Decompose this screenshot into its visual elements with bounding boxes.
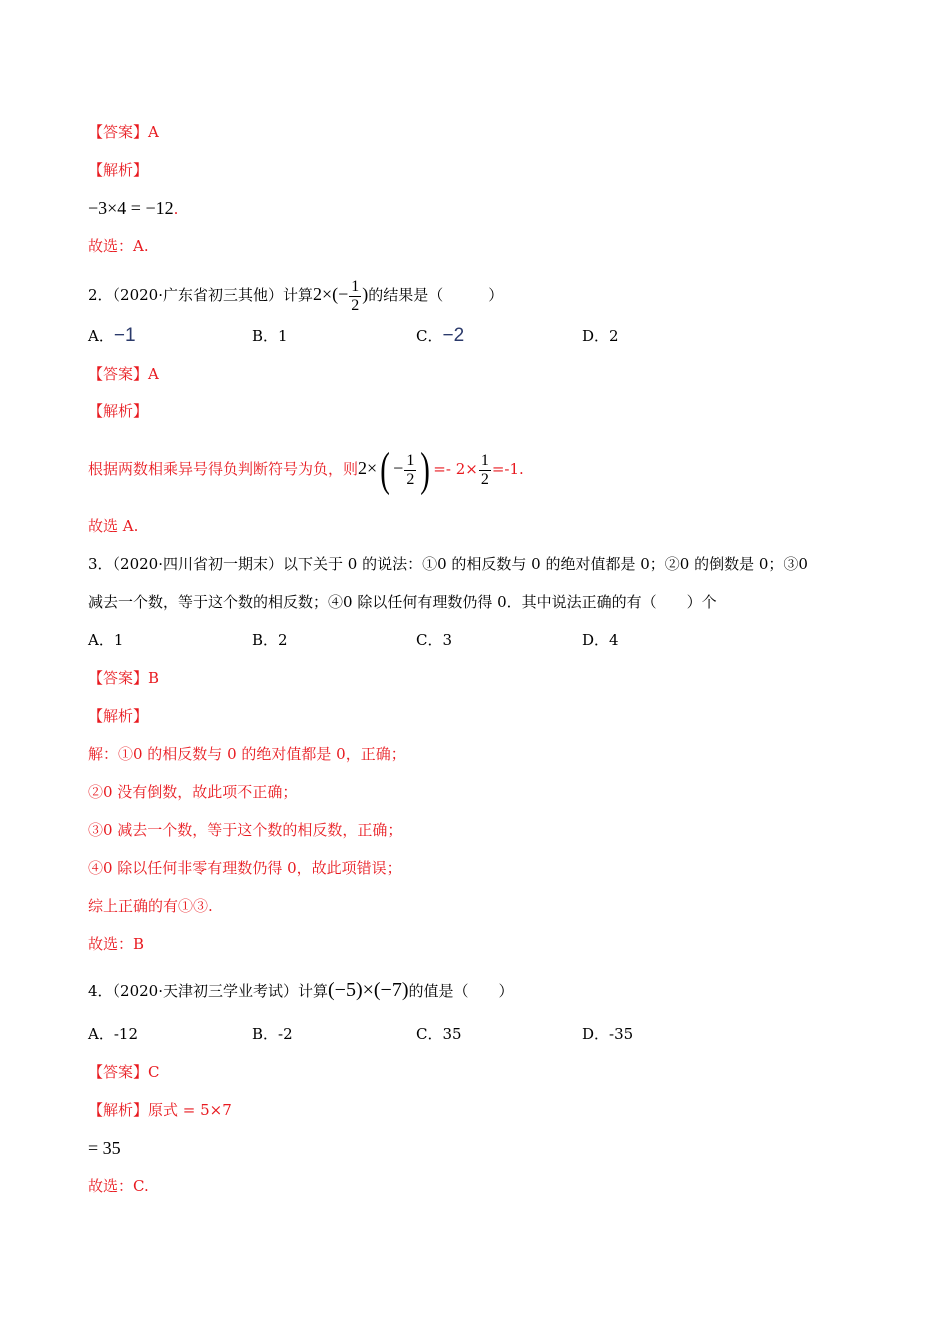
- q3-analysis-line-5: 综上正确的有①③.: [88, 897, 213, 915]
- q1-expression-dot: .: [173, 200, 179, 218]
- q4-option-a: [88, 1024, 138, 1044]
- q2-stem-prefix: 2．（2020·广东省初三其他）计算: [88, 286, 313, 304]
- q2-stem-suffix: 的结果是（ ）: [368, 286, 504, 304]
- q1-expression: [88, 198, 178, 219]
- q3-analysis-line-2: ②0 没有倒数，故此项不正确；: [88, 783, 298, 801]
- q2-analysis: [88, 442, 524, 495]
- q2-option-d-value: 2: [609, 327, 619, 345]
- q2-option-a-value: −1: [113, 325, 136, 346]
- q4-analysis-text: 原式 = 5×7: [148, 1101, 232, 1119]
- q4-stem: [88, 978, 514, 1003]
- q2-answer-label: 【答案】A: [88, 365, 159, 383]
- q4-conclusion: 故选：C.: [88, 1177, 149, 1195]
- q2-conclusion: 故选 A.: [88, 517, 139, 535]
- q2-analysis-coef: 2×: [358, 458, 378, 478]
- q3-option-c-value: 3: [442, 631, 453, 649]
- q4-option-b-value: -2: [278, 1025, 293, 1043]
- q3-option-b: [252, 630, 288, 650]
- q2-analysis-right-paren: ): [420, 443, 431, 496]
- q2-analysis-left-paren: (: [380, 443, 390, 496]
- q3-answer-label: 【答案】B: [88, 669, 160, 687]
- q2-analysis-label: 【解析】: [88, 402, 149, 420]
- q4-analysis: [88, 1100, 232, 1120]
- q2-option-b-key: B．: [252, 327, 279, 345]
- q3-option-d-value: 4: [609, 631, 619, 649]
- q4-option-d: [582, 1024, 633, 1044]
- q2-option-a: [88, 326, 136, 346]
- q3-option-d: [582, 630, 619, 650]
- q4-answer-label: 【答案】C: [88, 1063, 160, 1081]
- q2-option-c-key: C．: [416, 327, 443, 345]
- q4-option-a-value: -12: [113, 1025, 138, 1043]
- q1-analysis-label: 【解析】: [88, 161, 149, 179]
- q3-stem-line2: 减去一个数，等于这个数的相反数；④0 除以任何有理数仍得 0．其中说法正确的有（ ）个: [88, 593, 717, 611]
- q2-analysis-frac2-num: 1: [480, 451, 489, 469]
- q2-analysis-frac1-den: 2: [406, 470, 415, 488]
- q2-analysis-mid: =- 2×: [433, 460, 478, 478]
- q2-option-d-key: D．: [582, 327, 610, 345]
- q4-analysis-label: 【解析】: [88, 1101, 149, 1119]
- q1-expression-math: −3×4 = −12: [88, 198, 174, 218]
- q4-result: = 35: [88, 1138, 121, 1158]
- q3-option-b-value: 2: [278, 631, 288, 649]
- q4-option-d-value: -35: [609, 1025, 634, 1043]
- q3-option-a-value: 1: [113, 631, 124, 649]
- q2-frac-numerator: 1: [351, 277, 360, 295]
- q3-option-d-key: D．: [582, 631, 610, 649]
- q3-option-a-key: A．: [88, 631, 114, 649]
- q3-option-b-key: B．: [252, 631, 279, 649]
- q3-stem-line1: 3．（2020·四川省初一期末）以下关于 0 的说法：①0 的相反数与 0 的绝对值都是 0；②0 的倒数是 0；③0: [88, 555, 808, 573]
- q4-stem-expr: (−5)×(−7): [328, 979, 409, 1001]
- q2-stem-close: ): [362, 284, 369, 304]
- q2-frac-denominator: 2: [351, 296, 360, 314]
- q2-analysis-fraction-2: [479, 452, 491, 489]
- q1-answer-label: 【答案】A: [88, 123, 159, 141]
- q2-analysis-neg: −: [393, 458, 404, 478]
- q2-option-b-value: 1: [278, 327, 288, 345]
- q2-option-c-value: −2: [442, 325, 465, 346]
- q3-option-a: [88, 630, 123, 650]
- q4-option-b: [252, 1024, 293, 1044]
- q2-stem: [88, 276, 503, 315]
- q3-option-c: [416, 630, 452, 650]
- q4-stem-prefix: 4．（2020·天津初三学业考试）计算: [88, 982, 328, 1000]
- q2-option-b: [252, 326, 288, 346]
- q4-option-c-value: 35: [442, 1025, 462, 1043]
- q3-conclusion: 故选：B: [88, 935, 145, 953]
- q2-analysis-fraction-1: [404, 452, 416, 489]
- q2-analysis-frac1-num: 1: [406, 451, 415, 469]
- q4-stem-suffix: 的值是（ ）: [408, 982, 514, 1000]
- q1-conclusion: 故选：A.: [88, 237, 149, 255]
- q2-analysis-frac2-den: 2: [480, 470, 489, 488]
- q4-option-a-key: A．: [88, 1025, 114, 1043]
- q3-analysis-line-4: ④0 除以任何非零有理数仍得 0，故此项错误；: [88, 859, 402, 877]
- q2-option-c: [416, 326, 464, 346]
- q2-analysis-text: 根据两数相乘异号得负判断符号为负，则: [88, 460, 359, 478]
- q3-analysis-line-3: ③0 减去一个数，等于这个数的相反数，正确；: [88, 821, 403, 839]
- q3-option-c-key: C．: [416, 631, 443, 649]
- q4-option-d-key: D．: [582, 1025, 610, 1043]
- q2-stem-fraction: [349, 278, 361, 315]
- q2-analysis-end: =-1.: [491, 460, 524, 478]
- q4-option-c-key: C．: [416, 1025, 443, 1043]
- q2-option-a-key: A．: [88, 327, 114, 345]
- q4-option-c: [416, 1024, 462, 1044]
- q3-analysis-line-1: 解：①0 的相反数与 0 的绝对值都是 0，正确；: [88, 745, 406, 763]
- q2-option-d: [582, 326, 619, 346]
- q2-stem-coef: 2×(−: [313, 284, 349, 304]
- q3-analysis-label: 【解析】: [88, 707, 149, 725]
- q4-option-b-key: B．: [252, 1025, 279, 1043]
